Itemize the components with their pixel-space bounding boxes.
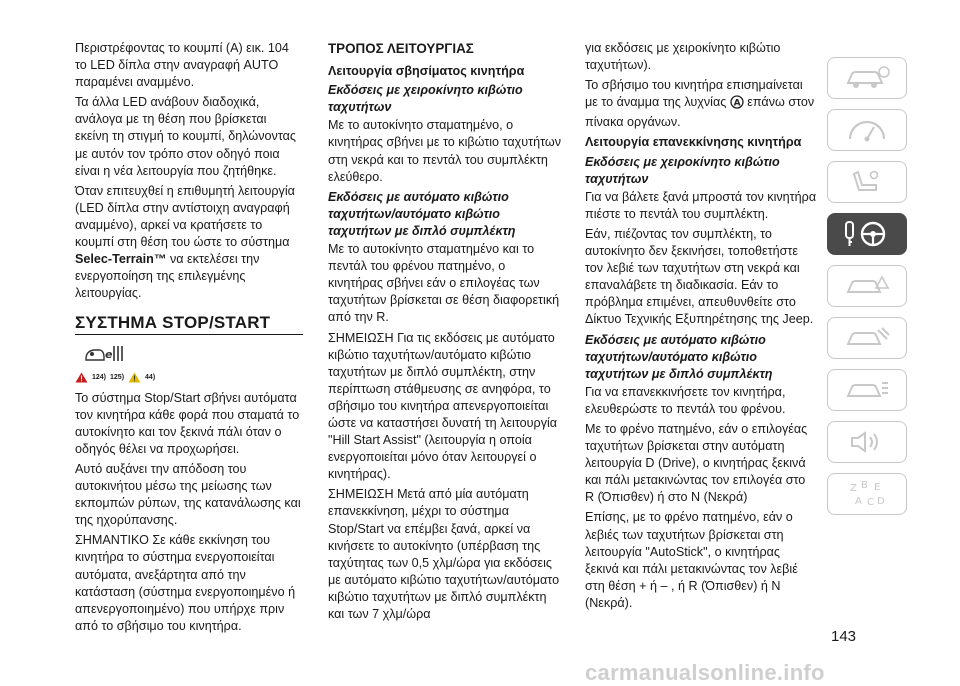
paragraph: Επίσης, με το φρένο πατημένο, εάν ο λεβιές των ταχυτήτων βρίσκεται στη λειτουργία "AutoStick", ο κινητήρας ξεκινά και πάλι μετακινώντας τον λεβιέ στη θέση + ή – , ή R (Όπισθεν) ή N (Νεκρά). bbox=[585, 510, 798, 610]
caution-triangle-icon bbox=[128, 372, 141, 383]
car-specs-icon[interactable] bbox=[827, 369, 907, 411]
dashboard-warning-icon[interactable] bbox=[827, 109, 907, 151]
warning-triangle-icon bbox=[75, 372, 88, 383]
warning-references bbox=[75, 369, 303, 386]
multimedia-icon[interactable] bbox=[827, 421, 907, 463]
car-service-icon[interactable] bbox=[827, 317, 907, 359]
watermark: carmanualsonline.info bbox=[585, 660, 825, 685]
column-right bbox=[585, 40, 817, 615]
italic-subheading: Εκδόσεις με αυτόματο κιβώτιο ταχυτήτων/αυτόματο κιβώτιο ταχυτήτων με διπλό συμπλέκτη bbox=[585, 332, 773, 381]
paragraph: Με το αυτοκίνητο σταματημένο και το πεντάλ του φρένου πατημένο, ο κινητήρας σβήνει εάν ο επιλογέας των ταχυτήτων βρίσκεται σε θέση διαφορετική από την R. bbox=[328, 242, 560, 325]
paragraph: Το σύστημα Stop/Start σβήνει αυτόματα τον κινητήρα κάθε φορά που σταματά το αυτοκίνητο και τον ξεκινά πάλι όταν ο οδηγός θέλει να προχωρήσει. bbox=[75, 390, 300, 456]
section-title: ΣΥΣΤΗΜΑ STOP/START bbox=[75, 313, 271, 333]
svg-text:A: A bbox=[855, 496, 862, 507]
svg-text:e: e bbox=[105, 347, 113, 361]
paragraph: ΣΗΜΕΙΩΣΗ Μετά από μία αυτόματη επανεκκίνηση, μέχρι το σύστημα Stop/Start να επέμβει ξανά, αρκεί να κινήσετε το αυτοκίνητο (υπέρβαση της ταχύτητας των 0,5 χλμ/ώρα για εκδόσεις με αυτόματο κιβώτιο ταχυτήτων/αυτόματο κιβώτιο ταχυτήτων με διπλό συμπλέκτη και των 7 χλμ/ώρα bbox=[328, 487, 560, 621]
index-letters-icon[interactable] bbox=[827, 473, 907, 515]
paragraph: Τα άλλα LED ανάβουν διαδοχικά, ανάλογα με τη θέση που βρίσκεται εκείνη τη στιγμή το κουμπί, δηλώνοντας με αυτόν τον τρόπο στον οδηγό ποια είναι η νέα λειτουργία που ζητήθηκε. bbox=[75, 95, 296, 178]
svg-text:D: D bbox=[877, 496, 885, 507]
paragraph: Για να επανεκκινήσετε τον κινητήρα, ελευθερώστε το πεντάλ του φρένου. bbox=[585, 384, 786, 416]
heading-operation: ΤΡΟΠΟΣ ΛΕΙΤΟΥΡΓΙΑΣ bbox=[328, 41, 474, 56]
chapter-tabs bbox=[827, 57, 909, 525]
eco-stop-start-icon bbox=[83, 343, 303, 365]
paragraph: ΣΗΜΕΙΩΣΗ Για τις εκδόσεις με αυτόματο κιβώτιο ταχυτήτων/αυτόματο κιβώτιο ταχυτήτων με διπλό συμπλέκτη, στην περίπτωση στάθμευσης σε ανηφόρα, το σβήσιμο του κινητήρα απενεργοποιείται ώστε να καταστήσει δυνατή τη λειτουργία "Hill Start Assist" (λειτουργία η οποία ενεργοποιείται μόνο όταν λειτουργεί ο κινητήρας). bbox=[328, 330, 558, 482]
auto-stop-indicator-icon bbox=[730, 95, 744, 114]
italic-subheading: Εκδόσεις με χειροκίνητο κιβώτιο ταχυτήτων bbox=[328, 83, 523, 115]
paragraph: για εκδόσεις με χειροκίνητο κιβώτιο ταχυτήτων). bbox=[585, 41, 781, 73]
italic-subheading: Εκδόσεις με αυτόματο κιβώτιο ταχυτήτων/αυτόματο κιβώτιο ταχυτήτων με διπλό συμπλέκτη bbox=[328, 189, 516, 238]
car-info-icon[interactable] bbox=[827, 57, 907, 99]
car-warning-icon[interactable] bbox=[827, 265, 907, 307]
warning-ref: 124) bbox=[92, 373, 107, 381]
paragraph: ΣΗΜΑΝΤΙΚΟ Σε κάθε εκκίνηση του κινητήρα το σύστημα ενεργοποιείται αυτόματα, ανεξάρτητα από την κατάσταση (σύστημα ενεργοποιημένο ή απενεργοποιημένο) που υπήρχε πριν από το σβήσιμο του κινητήρα. bbox=[75, 533, 296, 633]
subheading: Λειτουργία σβησίματος κινητήρα bbox=[328, 64, 525, 79]
svg-text:B: B bbox=[861, 480, 868, 491]
svg-text:A: A bbox=[733, 98, 741, 109]
key-steering-icon[interactable] bbox=[827, 213, 907, 255]
paragraph: Αυτό αυξάνει την απόδοση του αυτοκινήτου μέσω της μείωσης των εκπομπών ρύπων, της κατανάλωσης και της ηχορύπανσης. bbox=[75, 461, 301, 528]
italic-subheading: Εκδόσεις με χειροκίνητο κιβώτιο ταχυτήτων bbox=[585, 154, 780, 186]
section-divider bbox=[75, 334, 303, 335]
paragraph: Περιστρέφοντας το κουμπί (A) εικ. 104 το LED δίπλα στην αναγραφή AUTO παραμένει αναμμένο. bbox=[75, 41, 289, 90]
column-middle bbox=[328, 40, 562, 626]
svg-text:Z: Z bbox=[850, 483, 857, 494]
column-left bbox=[75, 40, 303, 638]
selec-terrain-label: Selec-Terrain™ bbox=[75, 252, 167, 267]
warning-ref: 125) bbox=[110, 373, 125, 381]
paragraph: Όταν επιτευχθεί η επιθυμητή λειτουργία (LED δίπλα στην αντίστοιχη αναγραφή αναμμένο), αρκεί να κρατήσετε το κουμπί στη θέση του ώστε το σύστημα Selec-Terrain™ να εκτελέσει την ενεργοποίηση της επιλεγμένης λειτουργίας. bbox=[75, 183, 295, 301]
paragraph: Το σβήσιμο του κινητήρα επισημαίνεται με το άναμμα της λυχνίας A επάνω στον πίνακα οργάνων. bbox=[585, 78, 815, 130]
paragraph: Εάν, πιέζοντας τον συμπλέκτη, το αυτοκίνητο δεν ξεκινήσει, τοποθετήστε τον λεβιέ των ταχυτήτων στη νεκρά και επαναλάβετε τη διαδικασία. Εάν το πρόβλημα επιμένει, απευθυνθείτε στο Δίκτυο Τεχνικής Εξυπηρέτησης της Jeep. bbox=[585, 226, 814, 327]
paragraph: Για να βάλετε ξανά μπροστά τον κινητήρα πιέστε το πεντάλ του συμπλέκτη. bbox=[585, 189, 817, 221]
subheading: Λειτουργία επανεκκίνησης κινητήρα bbox=[585, 135, 802, 150]
svg-text:C: C bbox=[867, 497, 874, 508]
warning-ref: 44) bbox=[145, 373, 156, 381]
paragraph: Με το φρένο πατημένο, εάν ο επιλογέας ταχυτήτων βρίσκεται στην αυτόματη λειτουργία D (Drive), ο κινητήρας ξεκινά και πάλι μετακινώντας τον επιλογέα στο R (Όπισθεν) ή στο N (Νεκρά) bbox=[585, 421, 808, 505]
svg-text:E: E bbox=[874, 482, 881, 493]
page-number: 143 bbox=[831, 628, 857, 645]
seat-safety-icon[interactable] bbox=[827, 161, 907, 203]
paragraph: Με το αυτοκίνητο σταματημένο, ο κινητήρας σβήνει με το κιβώτιο ταχυτήτων στη νεκρά και το πεντάλ του συμπλέκτη ελεύθερο. bbox=[328, 118, 562, 184]
